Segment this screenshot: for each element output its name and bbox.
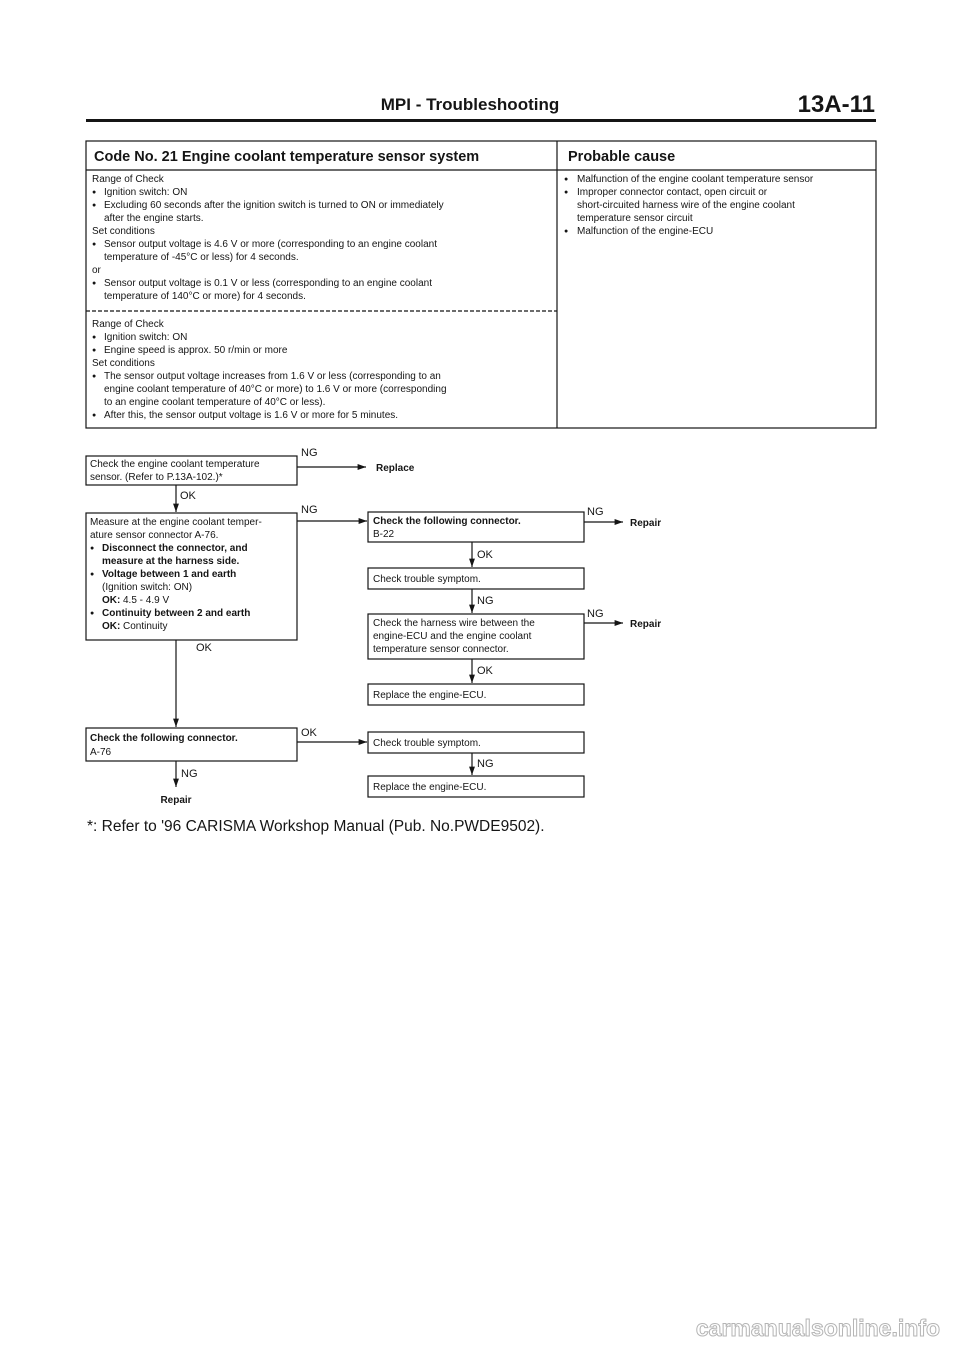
bullet: ● — [90, 545, 95, 552]
step9-line: Replace the engine-ECU. — [373, 782, 487, 793]
section-title: MPI - Troubleshooting — [380, 95, 560, 114]
bullet: ● — [92, 202, 97, 209]
step1-ng-action: Replace — [376, 463, 415, 474]
step2-ok-prefix: OK: — [102, 621, 121, 632]
step2-line: 4.5 - 4.9 V — [123, 595, 170, 606]
step5-ng-action: Repair — [630, 619, 662, 630]
step3-ok-label: OK — [477, 549, 493, 561]
probable-causes — [564, 174, 814, 237]
check-a-line: after the engine starts. — [104, 213, 204, 224]
check-a-line: temperature of 140°C or more) for 4 seconds. — [104, 291, 306, 302]
step2-ng-label: NG — [301, 504, 318, 516]
bullet: ● — [564, 189, 569, 196]
check-b-line: engine coolant temperature of 40°C or more) to 1.6 V or more (corresponding — [104, 384, 447, 395]
bullet: ● — [92, 280, 97, 287]
code-heading: Code No. 21 Engine coolant temperature sensor system — [94, 149, 480, 165]
step5-line: Check the harness wire between the — [373, 618, 535, 629]
cause-line: Malfunction of the engine-ECU — [577, 226, 714, 237]
step5-ng-label: NG — [587, 608, 604, 620]
bullet: ● — [92, 412, 97, 419]
watermark: carmanualsonline.info — [695, 1315, 940, 1341]
step3-ng-label: NG — [587, 506, 604, 518]
step1-line: sensor. (Refer to P.13A-102.)* — [90, 472, 223, 483]
check-b-line: Range of Check — [92, 319, 164, 330]
step8-line: Check trouble symptom. — [373, 738, 481, 749]
check-a-line: Ignition switch: ON — [104, 187, 188, 198]
step2-line: Voltage between 1 and earth — [102, 569, 237, 580]
header-rule — [86, 119, 876, 122]
step2-line: ature sensor connector A-76. — [90, 530, 219, 541]
step4-line: Check trouble symptom. — [373, 574, 481, 585]
check-b-line: After this, the sensor output voltage is 1.6 V or more for 5 minutes. — [104, 410, 399, 421]
step1-line: Check the engine coolant temperature — [90, 459, 260, 470]
step1-ng-label: NG — [301, 447, 318, 459]
step7-ok-label: OK — [301, 727, 317, 739]
step2-ok-label: OK — [196, 642, 212, 654]
step2-ok-prefix: OK: — [102, 595, 121, 606]
check-section-b — [92, 319, 447, 421]
bullet: ● — [90, 610, 95, 617]
step2-line: Measure at the engine coolant temper- — [90, 517, 262, 528]
check-b-line: The sensor output voltage increases from 1.6 V or less (corresponding to an — [104, 371, 441, 382]
bullet: ● — [92, 189, 97, 196]
step7-line: A-76 — [90, 747, 112, 758]
step2-line: Continuity — [123, 621, 168, 632]
step2-line: Continuity between 2 and earth — [102, 608, 251, 619]
step2-line: (Ignition switch: ON) — [102, 582, 193, 593]
bullet: ● — [92, 241, 97, 248]
footnote: *: Refer to '96 CARISMA Workshop Manual (Pub. No.PWDE9502). — [87, 818, 545, 835]
cause-line: temperature sensor circuit — [577, 213, 693, 224]
check-b-line: Engine speed is approx. 50 r/min or more — [104, 345, 288, 356]
bullet: ● — [564, 228, 569, 235]
bullet: ● — [92, 347, 97, 354]
step3-line: Check the following connector. — [373, 516, 521, 527]
step5-line: temperature sensor connector. — [373, 644, 509, 655]
cause-line: short-circuited harness wire of the engine coolant — [577, 200, 795, 211]
check-b-line: Set conditions — [92, 358, 155, 369]
check-a-line: Range of Check — [92, 174, 164, 185]
step3-line: B-22 — [373, 529, 395, 540]
cause-heading: Probable cause — [568, 149, 676, 165]
step5-ok-label: OK — [477, 665, 493, 677]
step2-line: Disconnect the connector, and — [102, 543, 248, 554]
check-a-line: Excluding 60 seconds after the ignition switch is turned to ON or immediately — [104, 200, 444, 211]
check-a-line: Sensor output voltage is 0.1 V or less (corresponding to an engine coolant — [104, 278, 432, 289]
bullet: ● — [90, 571, 95, 578]
page-number: 13A-11 — [797, 91, 875, 118]
step7-ng-action: Repair — [160, 795, 192, 806]
bullet: ● — [92, 373, 97, 380]
step7-line: Check the following connector. — [90, 733, 238, 744]
check-section-a — [92, 174, 444, 302]
check-a-line: Sensor output voltage is 4.6 V or more (corresponding to an engine coolant — [104, 239, 437, 250]
check-a-line: or — [92, 265, 101, 276]
cause-line: Improper connector contact, open circuit or — [577, 187, 768, 198]
cause-line: Malfunction of the engine coolant temperature sensor — [577, 174, 814, 185]
check-a-line: Set conditions — [92, 226, 155, 237]
step2-line: measure at the harness side. — [102, 556, 240, 567]
check-a-line: temperature of -45°C or less) for 4 seconds. — [104, 252, 299, 263]
step1-ok-label: OK — [180, 490, 196, 502]
step3-ng-action: Repair — [630, 518, 662, 529]
step7-ng-label: NG — [181, 768, 198, 780]
troubleshooting-flowchart — [86, 447, 661, 806]
step5-line: engine-ECU and the engine coolant — [373, 631, 532, 642]
step6-line: Replace the engine-ECU. — [373, 690, 487, 701]
check-b-line: Ignition switch: ON — [104, 332, 188, 343]
bullet: ● — [564, 176, 569, 183]
step8-ng-label: NG — [477, 758, 494, 770]
step4-ng-label: NG — [477, 595, 494, 607]
bullet: ● — [92, 334, 97, 341]
check-b-line: to an engine coolant temperature of 40°C or less). — [104, 397, 326, 408]
